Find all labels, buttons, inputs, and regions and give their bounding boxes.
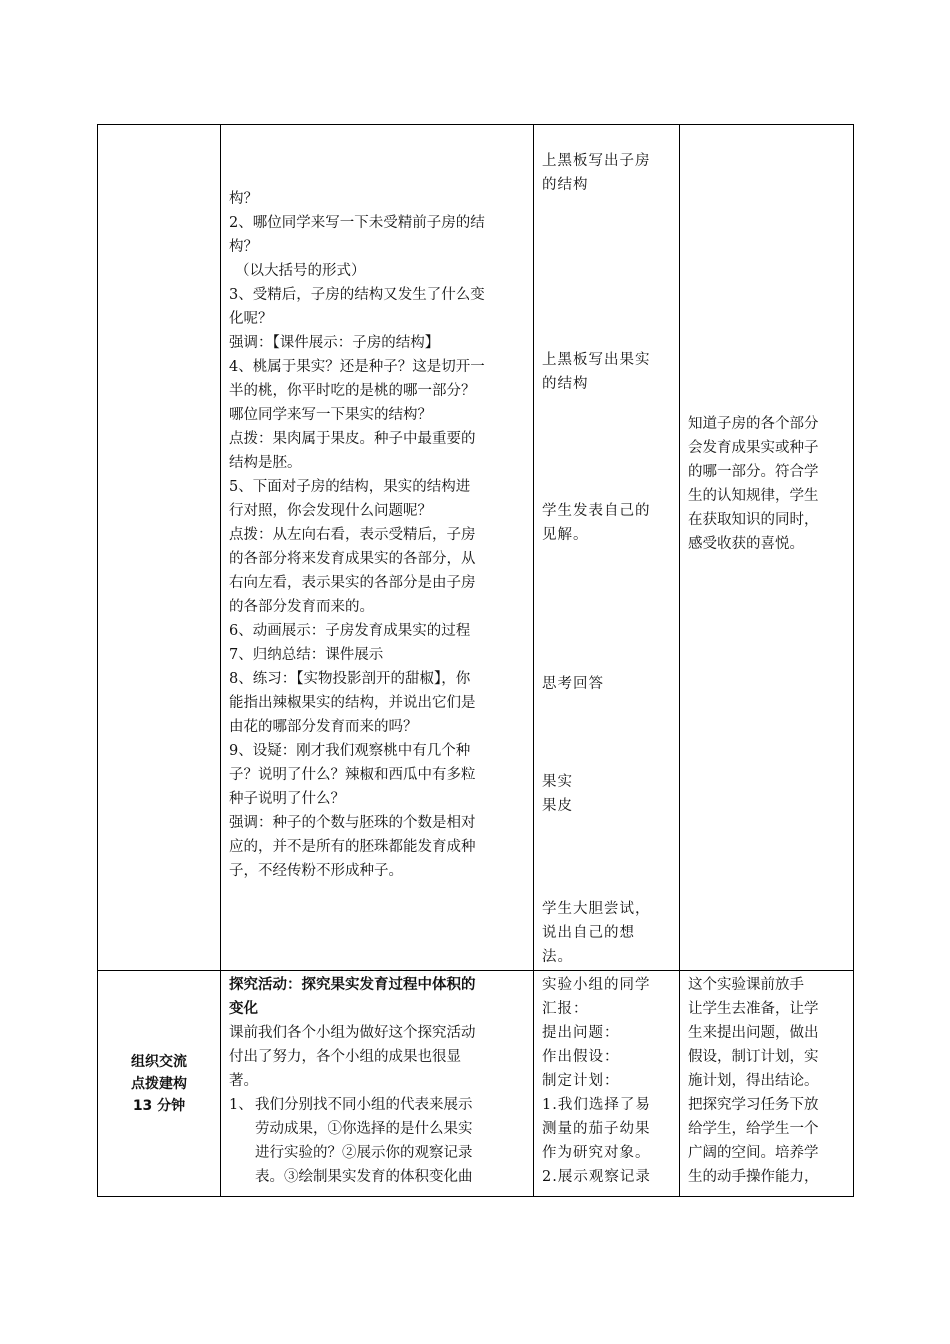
text-line: 测量的茄子幼果: [542, 1121, 651, 1137]
text-line: 能指出辣椒果实的结构，并说出它们是: [229, 695, 476, 711]
text-line: 课前我们各个小组为做好这个探究活动: [229, 1025, 476, 1041]
student-response-block: [542, 770, 671, 818]
text-line: 进行实验的？②展示你的观察记录: [255, 1145, 473, 1161]
text-line: 1.我们选择了易: [542, 1097, 651, 1113]
text-line: 生的认知规律，学生: [688, 488, 819, 504]
text-line: 应的，并不是所有的胚珠都能发育成种: [229, 839, 476, 855]
text-line: 见解。: [542, 527, 589, 543]
text-line: 会发育成果实或种子: [688, 440, 819, 456]
text-line: 行对照，你会发现什么问题呢？: [229, 503, 432, 519]
stage-label: 13 分钟: [132, 1097, 186, 1114]
design-intent-text: [688, 412, 847, 556]
text-line: 给学生，给学生一个: [688, 1121, 819, 1137]
student-response-block: [542, 348, 671, 396]
text-line: 的各部分将来发育成果实的各部分，从: [229, 551, 476, 567]
design-intent-cell: [680, 971, 854, 1197]
text-line: 由花的哪部分发育而来的吗？: [229, 719, 418, 735]
design-intent-text: [688, 973, 847, 1189]
text-line: 思考回答: [542, 676, 604, 692]
student-report-text: [542, 973, 671, 1189]
text-line: 让学生去准备，让学: [688, 1001, 819, 1017]
text-line: 生来提出问题，做出: [688, 1025, 819, 1041]
text-line: 提出问题：: [542, 1025, 620, 1041]
text-line: 的哪一部分。符合学: [688, 464, 819, 480]
stage-cell: [98, 125, 221, 971]
text-line: （以大括号的形式）: [235, 263, 366, 279]
text-line: 的各部分发育而来的。: [229, 599, 374, 615]
text-line: 表。③绘制果实发育的体积变化曲: [255, 1169, 473, 1185]
text-line: 把探究学习任务下放: [688, 1097, 819, 1113]
text-line: 6、动画展示：子房发育成果实的过程: [229, 623, 471, 639]
text-line: 制定计划：: [542, 1073, 620, 1089]
text-line: 构？: [229, 239, 258, 255]
student-response-block: [542, 897, 671, 969]
item-number: 1、: [229, 1097, 253, 1113]
activity-title: 变化: [229, 1001, 258, 1017]
text-line: 子？说明了什么？辣椒和西瓜中有多粒: [229, 767, 476, 783]
text-line: 强调：【课件展示：子房的结构】: [229, 335, 440, 351]
text-line: 强调：种子的个数与胚珠的个数是相对: [229, 815, 476, 831]
text-line: 点拨：果肉属于果皮。种子中最重要的: [229, 431, 476, 447]
stage-label: 组织交流: [131, 1053, 187, 1070]
text-line: 学生发表自己的: [542, 503, 651, 519]
text-line: 知道子房的各个部分: [688, 416, 819, 432]
text-line: 2.展示观察记录: [542, 1169, 651, 1185]
activity-title: 探究活动：探究果实发育过程中体积的: [229, 977, 476, 993]
text-line: 果实: [542, 774, 573, 790]
text-line: 这个实验课前放手: [688, 977, 804, 993]
student-activity-cell: [534, 971, 680, 1197]
text-line: 化呢？: [229, 311, 273, 327]
text-line: 劳动成果，①你选择的是什么果实: [255, 1121, 473, 1137]
text-line: 施计划，得出结论。: [688, 1073, 819, 1089]
student-response-block: [542, 672, 671, 696]
table-row: [98, 971, 854, 1197]
text-line: 的结构: [542, 177, 589, 193]
text-line: 子，不经传粉不形成种子。: [229, 863, 403, 879]
text-line: 假设，制订计划，实: [688, 1049, 819, 1065]
text-line: 作为研究对象。: [542, 1145, 651, 1161]
text-line: 说出自己的想: [542, 925, 635, 941]
text-line: 汇报：: [542, 1001, 589, 1017]
text-line: 我们分别找不同小组的代表来展示: [255, 1097, 473, 1113]
text-line: 半的桃，你平时吃的是桃的哪一部分？: [229, 383, 476, 399]
text-line: 果皮: [542, 798, 573, 814]
student-response-block: [542, 149, 671, 197]
student-response-block: [542, 499, 671, 547]
text-line: 9、设疑：刚才我们观察桃中有几个种: [229, 743, 471, 759]
text-line: 点拨：从左向右看，表示受精后，子房: [229, 527, 476, 543]
text-line: 感受收获的喜悦。: [688, 536, 804, 552]
text-line: 上黑板写出果实: [542, 352, 651, 368]
design-intent-cell: [680, 125, 854, 971]
text-line: 实验小组的同学: [542, 977, 651, 993]
stage-label: 点拨建构: [131, 1075, 187, 1092]
text-line: 的结构: [542, 376, 589, 392]
text-line: 种子说明了什么？: [229, 791, 345, 807]
text-line: 付出了努力，各个小组的成果也很显: [229, 1049, 461, 1065]
text-line: 上黑板写出子房: [542, 153, 651, 169]
teacher-activity-cell: [221, 125, 534, 971]
stage-cell: [98, 971, 221, 1197]
text-line: 法。: [542, 949, 573, 965]
text-line: 7、归纳总结：课件展示: [229, 647, 384, 663]
text-line: 4、桃属于果实？还是种子？这是切开一: [229, 359, 485, 375]
teacher-activity-cell: [221, 971, 534, 1197]
text-line: 2、哪位同学来写一下未受精前子房的结: [229, 215, 485, 231]
text-line: 构？: [229, 191, 258, 207]
text-line: 在获取知识的同时，: [688, 512, 819, 528]
student-activity-cell: [534, 125, 680, 971]
numbered-item: [229, 1093, 527, 1189]
text-line: 3、受精后，子房的结构又发生了什么变: [229, 287, 485, 303]
text-line: 右向左看，表示果实的各部分是由子房: [229, 575, 476, 591]
text-line: 5、下面对子房的结构，果实的结构进: [229, 479, 471, 495]
text-line: 8、练习：【实物投影剖开的甜椒】，你: [229, 671, 471, 687]
text-line: 著。: [229, 1073, 258, 1089]
text-line: 哪位同学来写一下果实的结构？: [229, 407, 432, 423]
text-line: 生的动手操作能力，: [688, 1169, 819, 1185]
lesson-plan-table: [97, 124, 854, 1197]
table-row: [98, 125, 854, 971]
text-line: 广阔的空间。培养学: [688, 1145, 819, 1161]
text-line: 学生大胆尝试，: [542, 901, 651, 917]
text-line: 结构是胚。: [229, 455, 302, 471]
text-line: 作出假设：: [542, 1049, 620, 1065]
